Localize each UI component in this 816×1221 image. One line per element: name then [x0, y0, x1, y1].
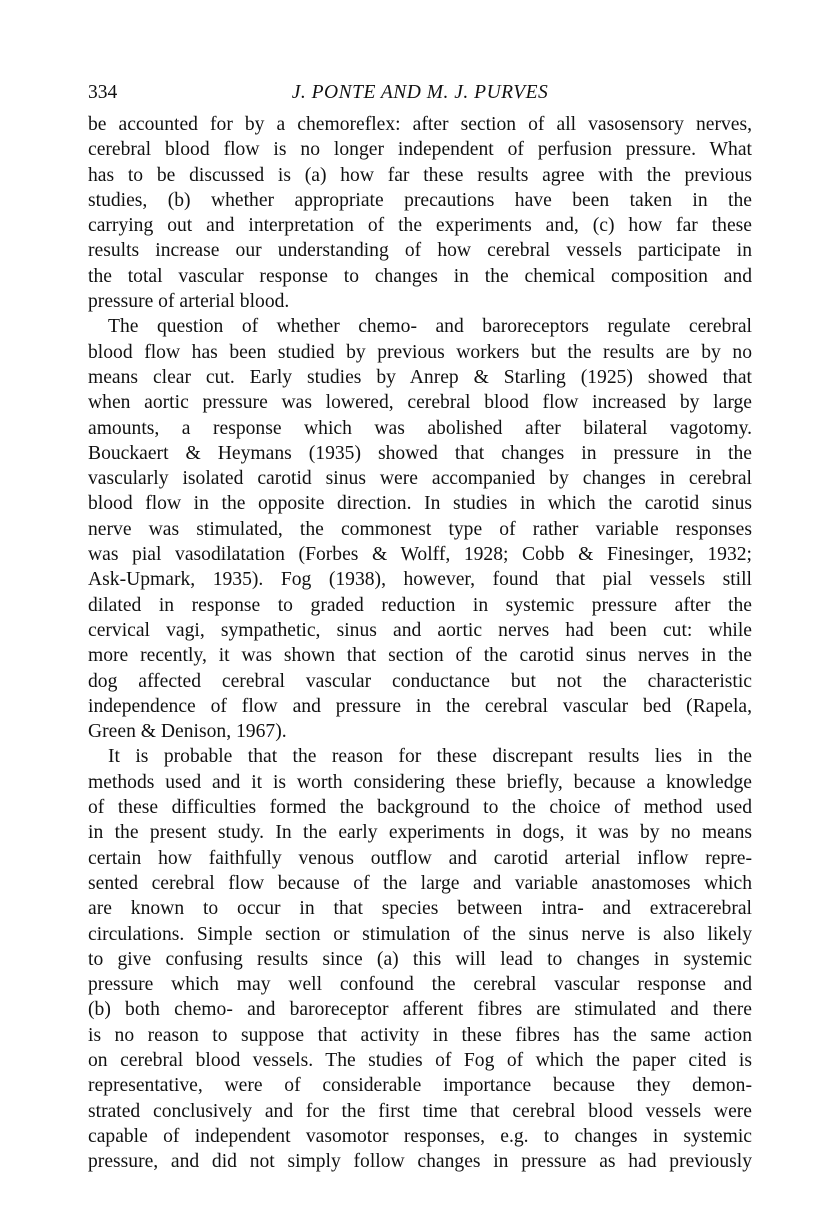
paragraph — [88, 744, 752, 1174]
text-line: carrying out and interpretation of the experiments and, (c) how far these — [88, 215, 752, 237]
text-line: was pial vasodilatation (Forbes & Wolff, 1928; Cobb & Finesinger, 1932; — [88, 544, 752, 566]
text-line: capable of independent vasomotor responses, e.g. to changes in systemic — [88, 1125, 752, 1147]
text-line: dilated in response to graded reduction in systemic pressure after the — [88, 594, 752, 616]
text-line: methods used and it is worth considering these briefly, because a knowledge — [88, 771, 752, 793]
text-line: circulations. Simple section or stimulation of the sinus nerve is also likely — [88, 923, 752, 945]
text-line: nerve was stimulated, the commonest type of rather variable responses — [88, 518, 752, 540]
text-line: blood flow has been studied by previous workers but the results are by no — [88, 341, 752, 363]
text-line: The question of whether chemo- and baroreceptors regulate cerebral — [108, 316, 752, 338]
text-line: on cerebral blood vessels. The studies of Fog of which the paper cited is — [88, 1049, 752, 1071]
text-line: pressure which may well confound the cerebral vascular response and — [88, 974, 752, 996]
text-line: more recently, it was shown that section of the carotid sinus nerves in the — [88, 645, 752, 667]
text-line: certain how faithfully venous outflow and carotid arterial inflow repre- — [88, 847, 752, 869]
paragraph — [88, 314, 752, 744]
text-line: are known to occur in that species between intra- and extracerebral — [88, 898, 752, 920]
text-line: amounts, a response which was abolished after bilateral vagotomy. — [88, 417, 752, 439]
text-line: Bouckaert & Heymans (1935) showed that changes in pressure in the — [88, 442, 752, 464]
text-line: vascularly isolated carotid sinus were accompanied by changes in cerebral — [88, 468, 752, 490]
text-line: studies, (b) whether appropriate precautions have been taken in the — [88, 189, 752, 211]
running-title: J. PONTE AND M. J. PURVES — [291, 82, 549, 103]
text-line: (b) both chemo- and baroreceptor afferent fibres are stimulated and there — [88, 999, 752, 1021]
text-line: blood flow in the opposite direction. In studies in which the carotid sinus — [88, 493, 752, 515]
text-line: Ask-Upmark, 1935). Fog (1938), however, found that pial vessels still — [88, 569, 752, 591]
text-line: pressure of arterial blood. — [88, 291, 290, 313]
text-line: strated conclusively and for the first time that cerebral blood vessels were — [88, 1100, 752, 1122]
text-line: means clear cut. Early studies by Anrep & Starling (1925) showed that — [88, 366, 752, 388]
text-line: cervical vagi, sympathetic, sinus and aortic nerves had been cut: while — [88, 619, 752, 641]
page-number: 334 — [88, 82, 118, 103]
text-line: It is probable that the reason for these discrepant results lies in the — [108, 746, 752, 768]
text-line: Green & Denison, 1967). — [88, 721, 287, 743]
text-line: of these difficulties formed the background to the choice of method used — [88, 797, 752, 819]
text-line: has to be discussed is (a) how far these results agree with the previous — [88, 164, 752, 186]
paragraph — [88, 112, 752, 314]
text-line: to give confusing results since (a) this will lead to changes in systemic — [88, 948, 752, 970]
text-line: results increase our understanding of how cerebral vessels participate in — [88, 240, 752, 262]
text-line: is no reason to suppose that activity in these fibres has the same action — [88, 1024, 752, 1046]
text-line: dog affected cerebral vascular conductance but not the characteristic — [88, 670, 752, 692]
text-line: representative, were of considerable importance because they demon- — [88, 1075, 752, 1097]
page-header — [88, 82, 752, 108]
text-line: pressure, and did not simply follow changes in pressure as had previously — [88, 1151, 752, 1173]
text-line: when aortic pressure was lowered, cerebral blood flow increased by large — [88, 392, 752, 414]
text-line: be accounted for by a chemoreflex: after section of all vasosensory nerves, — [88, 114, 752, 135]
text-line: sented cerebral flow because of the large and variable anastomoses which — [88, 872, 752, 894]
text-line: in the present study. In the early experiments in dogs, it was by no means — [88, 822, 752, 844]
text-line: the total vascular response to changes in the chemical composition and — [88, 265, 752, 287]
text-line: independence of flow and pressure in the cerebral vascular bed (Rapela, — [88, 695, 752, 717]
body-text — [88, 112, 752, 1174]
text-line: cerebral blood flow is no longer independent of perfusion pressure. What — [88, 139, 752, 161]
